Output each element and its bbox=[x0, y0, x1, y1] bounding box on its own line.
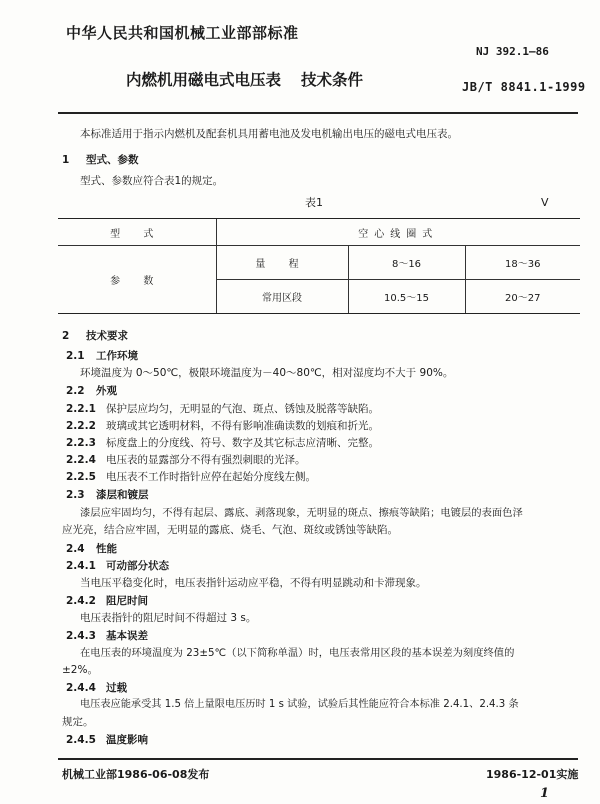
param-label: 参 数 bbox=[58, 246, 216, 314]
section-2-4-2-text: 电压表指针的阻尼时间不得超过 3 s。 bbox=[80, 612, 257, 624]
type-label: 型 式 bbox=[58, 219, 216, 246]
section-2-4-4-line2: 规定。 bbox=[62, 716, 94, 728]
section-2-4-2-heading: 2.4.2 阻尼时间 bbox=[66, 595, 148, 607]
spec-table bbox=[58, 218, 580, 314]
section-2-heading: 2 技术要求 bbox=[62, 330, 128, 342]
section-2-3-heading: 2.3 漆层和镀层 bbox=[66, 489, 149, 501]
common-section-label: 常用区段 bbox=[216, 280, 348, 314]
item-2-2-1: 2.2.1 保护层应均匀，无明显的气泡、斑点、锈蚀及脱落等缺陷。 bbox=[66, 403, 379, 415]
section-2-4-4-line1: 电压表应能承受其 1.5 倍上量限电压历时 1 s 试验，试验后其性能应符合本标准 2.4.1、2.4.3 条 bbox=[80, 699, 519, 710]
section-2-1-heading: 2.1 工作环境 bbox=[66, 350, 138, 362]
footer-rule bbox=[58, 758, 578, 760]
section-2-4-1-heading: 2.4.1 可动部分状态 bbox=[66, 560, 169, 572]
section-1-heading: 1 型式、参数 bbox=[62, 154, 139, 166]
title-main: 内燃机用磁电式电压表 bbox=[126, 71, 282, 89]
table-unit: V bbox=[541, 196, 549, 209]
standard-code-old: NJ 392.1—86 bbox=[476, 45, 549, 58]
document-title bbox=[126, 68, 363, 90]
issue-date: 机械工业部1986-06-08发布 bbox=[62, 768, 210, 781]
effective-date: 1986-12-01实施 bbox=[486, 768, 579, 781]
title-sub: 技术条件 bbox=[301, 71, 364, 89]
section-2-4-3-line2: ±2%。 bbox=[62, 664, 98, 676]
table-caption: 表1 bbox=[305, 196, 323, 209]
section-2-2-heading: 2.2 外观 bbox=[66, 385, 117, 397]
header-rule bbox=[58, 112, 578, 114]
page-number: 1 bbox=[540, 786, 550, 801]
section-2-4-1-text: 当电压平稳变化时，电压表指针运动应平稳，不得有明显跳动和卡滞现象。 bbox=[80, 577, 427, 589]
common-value-2: 20～27 bbox=[465, 280, 580, 314]
section-2-4-3-line1: 在电压表的环境温度为 23±5℃（以下简称单温）时，电压表常用区段的基本误差为刻度终值的 bbox=[80, 647, 515, 659]
item-2-2-2: 2.2.2 玻璃或其它透明材料，不得有影响准确读数的划痕和折光。 bbox=[66, 420, 379, 432]
item-2-2-4: 2.2.4 电压表的显露部分不得有强烈刺眼的光泽。 bbox=[66, 454, 306, 466]
scope-paragraph: 本标准适用于指示内燃机及配套机具用蓄电池及发电机输出电压的磁电式电压表。 bbox=[80, 128, 458, 140]
standard-code-new: JB/T 8841.1-1999 bbox=[462, 80, 586, 94]
section-2-1-text: 环境温度为 0～50℃，极限环境温度为－40～80℃，相对湿度均不大于 90%。 bbox=[80, 367, 454, 379]
common-value-1: 10.5～15 bbox=[348, 280, 465, 314]
section-2-3-line1: 漆层应牢固均匀，不得有起层、露底、剥落现象，无明显的斑点、擦痕等缺陷；电镀层的表面色泽 bbox=[80, 507, 523, 519]
issuing-organization: 中华人民共和国机械工业部部标准 bbox=[66, 24, 299, 42]
section-2-4-3-heading: 2.4.3 基本误差 bbox=[66, 630, 148, 642]
section-1-text: 型式、参数应符合表1的规定。 bbox=[80, 175, 224, 187]
item-2-2-3: 2.2.3 标度盘上的分度线、符号、数字及其它标志应清晰、完整。 bbox=[66, 437, 379, 449]
section-2-4-5-heading: 2.4.5 温度影响 bbox=[66, 734, 148, 746]
item-2-2-5: 2.2.5 电压表不工作时指针应停在起始分度线左侧。 bbox=[66, 471, 316, 483]
section-2-3-line2: 应光亮，结合应牢固，无明显的露底、烧毛、气泡、斑纹或锈蚀等缺陷。 bbox=[62, 524, 398, 536]
range-value-2: 18～36 bbox=[465, 246, 580, 280]
section-2-4-4-heading: 2.4.4 过载 bbox=[66, 682, 127, 694]
type-value: 空心线圈式 bbox=[216, 219, 580, 246]
range-value-1: 8～16 bbox=[348, 246, 465, 280]
range-label: 量 程 bbox=[216, 246, 348, 280]
section-2-4-heading: 2.4 性能 bbox=[66, 543, 117, 555]
